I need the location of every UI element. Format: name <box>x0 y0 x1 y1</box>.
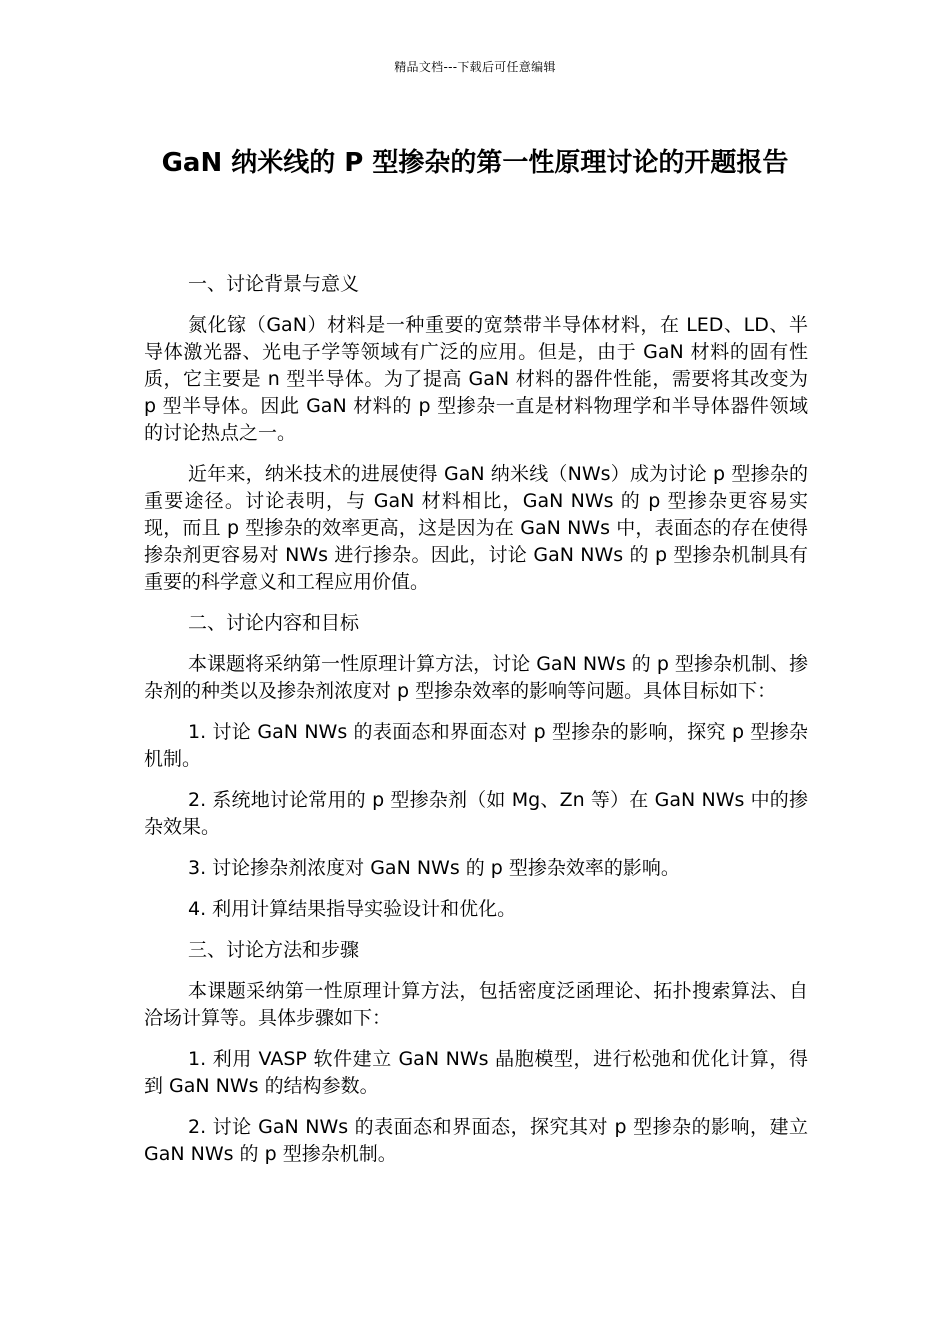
list-item: 1. 利用 VASP 软件建立 GaN NWs 晶胞模型，进行松弛和优化计算，得到 GaN NWs 的结构参数。 <box>144 1048 808 1097</box>
document-title: GaN 纳米线的 P 型掺杂的第一性原理讨论的开题报告 <box>161 148 789 178</box>
section-heading: 三、讨论方法和步骤 <box>188 939 360 961</box>
section-heading: 二、讨论内容和目标 <box>188 612 360 634</box>
body-paragraph: 近年来，纳米技术的进展使得 GaN 纳米线（NWs）成为讨论 p 型掺杂的重要途径。讨论表明，与 GaN 材料相比，GaN NWs 的 p 型掺杂更容易实现，而且 p 型掺杂的效率更高，这是因为在 GaN NWs 中，表面态的存在使得掺杂剂更容易对 NWs 进行掺杂。因此，讨论 GaN NWs 的 p 型掺杂机制具有重要的科学意义和工程应用价值。 <box>144 463 808 593</box>
body-paragraph: 本课题采纳第一性原理计算方法，包括密度泛函理论、拓扑搜索算法、自洽场计算等。具体步骤如下： <box>144 980 808 1029</box>
list-item: 3. 讨论掺杂剂浓度对 GaN NWs 的 p 型掺杂效率的影响。 <box>188 857 680 879</box>
body-paragraph: 氮化镓（GaN）材料是一种重要的宽禁带半导体材料，在 LED、LD、半导体激光器、光电子学等领域有广泛的应用。但是，由于 GaN 材料的固有性质，它主要是 n 型半导体。为了提高 GaN 材料的器件性能，需要将其改变为 p 型半导体。因此 GaN 材料的 p 型掺杂一直是材料物理学和半导体器件领域的讨论热点之一。 <box>144 314 808 444</box>
body-paragraph: 本课题将采纳第一性原理计算方法，讨论 GaN NWs 的 p 型掺杂机制、掺杂剂的种类以及掺杂剂浓度对 p 型掺杂效率的影响等问题。具体目标如下： <box>144 653 808 702</box>
section-heading: 一、讨论背景与意义 <box>188 273 360 295</box>
list-item: 2. 讨论 GaN NWs 的表面态和界面态，探究其对 p 型掺杂的影响，建立 GaN NWs 的 p 型掺杂机制。 <box>144 1116 808 1165</box>
list-item: 4. 利用计算结果指导实验设计和优化。 <box>188 898 517 920</box>
list-item: 2. 系统地讨论常用的 p 型掺杂剂（如 Mg、Zn 等）在 GaN NWs 中的掺杂效果。 <box>144 789 808 838</box>
list-item: 1. 讨论 GaN NWs 的表面态和界面态对 p 型掺杂的影响，探究 p 型掺杂机制。 <box>144 721 808 770</box>
page-header: 精品文档---下载后可任意编辑 <box>394 60 556 74</box>
document-body <box>144 271 808 1182</box>
